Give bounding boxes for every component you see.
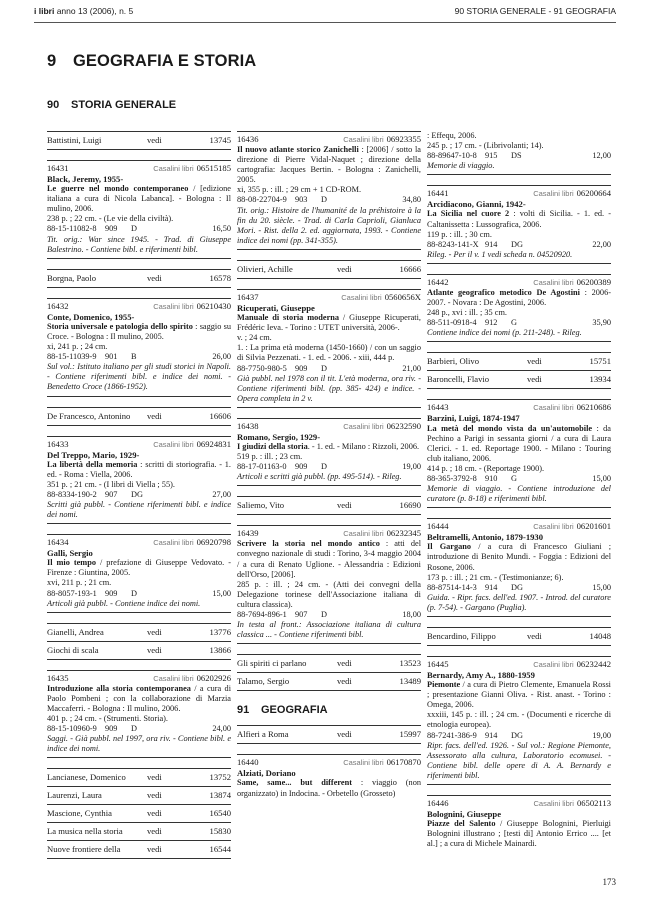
entry-number: 16441 [427,188,449,199]
catalog-entry: 16440 Casalini libri 06170870 Alziati, Doriano Same, same... but different : viaggio (non organizzato) in Indocina. - Orbetello (Grosseto) [237,754,421,801]
entry-number: 16433 [47,438,69,449]
entry-author: Bernardy, Amy A., 1880-1959 [427,670,535,680]
entry-code: 06200389 [576,276,611,287]
entry-isbn-line: 88-8334-190-2 907 DG 27,00 [47,489,231,499]
catalog-entry: 16445 Casalini libri 06232442 Bernardy, Amy A., 1880-1959 Piemonte / a cura di Pietro Clemente, Emanuela Rossi ; presentazione Gianni Oliva. - Rist. anast. - Torino : Omega, 2006. xxxiii, 145 p. : ill. ; 24 cm. - (Documenti e ricerche di etnologia europea). 88-7241-386-9 914 DG 19,00 Ripr. facs. dell'ed. 1926. - Sul vol.: Regione Piemonte, Assessorato alla cultura, Laboratorio ecomusei. - Contiene bibl. delle opere di A. A. Bernardy e riferimenti bibl. [427,656,611,785]
entry-title: Manuale di storia moderna [237,313,340,323]
entry-title: Piazze del Salento [427,819,496,829]
running-header [34,6,616,20]
cross-reference: Bencardino, Filippo vedi 14048 [427,627,611,646]
entry-title: Storia universale e patologia dello spirito [47,321,193,331]
entry-title: Il Gargano [427,542,472,552]
journal-issue: anno 13 (2006), n. 5 [56,6,134,16]
entry-isbn-line: 88-7241-386-9 914 DG 19,00 [427,730,611,740]
entry-note: Ripr. facs. dell'ed. 1926. - Sul vol.: Regione Piemonte, Assessorato alla cultura, Laboratorio ecomusei. - Contiene bibl. delle opere di A. A. Bernardy e riferimenti bibl. [427,740,611,780]
entry-isbn-line: 88-87514-14-3 914 DG 15,00 [427,582,611,592]
cross-reference: Barbieri, Olivo vedi 15751 [427,352,611,370]
cross-reference: Gli spiriti ci parlano vedi 13523 [237,654,421,672]
cross-reference: Talamo, Sergio vedi 13489 [237,672,421,691]
entry-code: 06232345 [386,528,421,539]
entry-title: I giudizi della storia [237,441,308,451]
entry-title: Atlante geografico metodico De Agostini [427,287,580,297]
catalog-entry: 16443 Casalini libri 06210686 Barzini, Luigi, 1874-1947 La metà del mondo vista da un'automobile : da Pechino a Parigi in sessanta giorni / a cura di Laura Clerici. - 1. ed. Reportage 1900. - Milano : Touring club italiano, 2006. 414 p. ; 18 cm. - (Reportage 1900). 88-365-3792-8 910 G 15,00 Memorie di viaggio. - Contiene introduzione del curatore (p. 8-18) e riferimenti bibl. [427,399,611,508]
entry-title: Il mio tempo [47,558,96,568]
cross-reference: De Francesco, Antonino vedi 16606 [47,407,231,426]
entry-note: Saggi. - Già pubbl. nel 1997, ora riv. - Contiene bibl. e indice dei nomi. [47,734,231,754]
catalog-entry: 16441 Casalini libri 06200664 Arcidiacono, Gianni, 1942- La Sicilia nel cuore 2 : volti di Sicilia. - 1. ed. - Caltanissetta : Lussografica, 2006. 119 p. : ill. ; 30 cm. 88-8243-141-X 914 DG 22,00 Rileg. - Per il v. 1 vedi scheda n. 04520920. [427,185,611,264]
entry-author: Alziati, Doriano [237,768,296,779]
entry-isbn-line: 88-15-11082-8 909 D 16,50 [47,224,231,234]
entry-code: 06515185 [196,163,231,173]
section-heading-91: 91 GEOGRAFIA [237,704,328,717]
entry-code: 06924831 [196,438,231,449]
entry-note: In testa al front.: Associazione italiana di cultura classica ... - Contiene riferimenti bibl. [237,620,421,640]
cross-reference: Laurenzi, Laura vedi 13874 [47,786,231,804]
entry-isbn-line: 88-511-0918-4 912 G 35,90 [427,318,611,328]
entry-number: 16431 [47,163,69,173]
entry-note: Già pubbl. nel 1978 con il tit. L'età moderna, ora riv. - Contiene riferimenti bibl. (pp. 385- 424) e indice. - Opera completa in 2 v. [237,373,421,403]
entry-code: 06232442 [576,659,611,669]
header-rule [34,22,616,23]
page-number: 173 [602,877,616,887]
entry-code: 06210430 [196,300,231,311]
catalog-entry: 16444 Casalini libri 06201601 Beltramelli, Antonio, 1879-1930 Il Gargano / a cura di Francesco Giuliani ; introduzione di Benito Mundi. - Foggia : Edizioni del Rosone, 2006. 173 p. : ill. ; 21 cm. - (Testimonianze; 6). 88-87514-14-3 914 DG 15,00 Guida. - Ripr. facs. dell'ed. 1907. - Introd. del curatore (p. 7-54). - Gargano (Puglia). [427,518,611,617]
entry-author: Conte, Domenico, 1955- [47,311,135,322]
entry-author: Black, Jeremy, 1955- [47,174,124,184]
entry-isbn-line: 88-7750-980-5 909 D 21,00 [237,363,421,373]
entry-note: Memorie di viaggio. - Contiene introduzione del curatore (p. 8-18) e riferimenti bibl. [427,484,611,504]
entry-code: 06200664 [576,188,611,199]
cross-reference: Saliemo, Vito vedi 16690 [237,496,421,515]
entry-note: Articoli e scritti già pubbl. (pp. 495-514). - Rileg. [237,472,402,482]
cross-reference: La musica nella storia vedi 15830 [47,822,231,840]
catalog-entry: 16446 Casalini libri 06502113 Bolognini, Giuseppe Piazze del Salento / Giuseppe Bolognini, Pierluigi Bolognini illustrano ; [testi di] Antonio Errico .... [et al.] ; a cura di Michele Mainardi. [427,795,611,852]
catalog-entry: 16439 Casalini libri 06232345 Scrivere la storia nel mondo antico : atti del convegno nazionale di studi : Torino, 3-4 maggio 2004 / a cura di Renato Uglione. - Alessandria : Edizioni dell'Orso, [2006]. 285 p. : ill. ; 24 cm. - (Atti dei convegni della Delegazione torinese dell'Associazione italiana di cultura classica). 88-7694-896-1 907 D 18,00 In testa al front.: Associazione italiana di cultura classica ... - Contiene riferimenti bibl. [237,525,421,644]
entry-note: Scritti già pubbl. - Contiene riferimenti bibl. e indice dei nomi. [47,499,231,520]
entry-isbn-line: 88-365-3792-8 910 G 15,00 [427,473,611,483]
section-number: 90 [47,99,60,111]
entry-author: Barzini, Luigi, 1874-1947 [427,413,520,424]
entry-note: Contiene indice dei nomi (p. 211-248). - Rileg. [427,328,582,338]
entry-author: Arcidiacono, Gianni, 1942- [427,199,526,210]
entry-number: 16444 [427,521,449,532]
entry-code: 06923355 [386,134,421,144]
entry-note: Articoli già pubbl. - Contiene indice dei nomi. [47,598,201,608]
entry-number: 16445 [427,659,449,669]
column-3 [427,131,611,852]
entry-code: 0560656X [384,291,421,302]
catalog-entry: 16435 Casalini libri 06202926 Introduzione alla storia contemporanea / a cura di Paolo Pombeni ; con la collaborazione di Marzia Maccaferri. - Bologna : Il mulino, 2006. 401 p. ; 24 cm. - (Strumenti. Storia). 88-15-10960-9 909 D 24,00 Saggi. - Già pubbl. nel 1997, ora riv. - Contiene bibl. e indice dei nomi. [47,670,231,759]
entry-note: Guida. - Ripr. facs. dell'ed. 1907. - Introd. del curatore (p. 7-54). - Gargano (Puglia). [427,592,611,612]
entry-note: Memorie di viaggio. [427,161,495,171]
section-heading-90 [47,99,176,111]
entry-isbn-line: 88-08-22704-9 903 D 34,80 [237,195,421,205]
entry-author: Bolognini, Giuseppe [427,809,502,820]
catalog-entry: 16434 Casalini libri 06920798 Galli, Sergio Il mio tempo / prefazione di Giuseppe Vedovato. - Firenze : Giuntina, 2005. xvi, 211 p. ; 21 cm. 88-8057-193-1 909 D 15,00 Articoli già pubbl. - Contiene indice dei nomi. [47,534,231,613]
chapter-number: 9 [47,52,57,70]
entry-code: 06232590 [386,420,421,431]
entry-code: 06201601 [576,521,611,532]
entry-isbn-line: 88-7694-896-1 907 D 18,00 [237,610,421,619]
cross-reference: Baroncelli, Flavio vedi 13934 [427,370,611,389]
cross-reference: Olivieri, Achille vedi 16666 [237,260,421,279]
entry-isbn-line: 88-8243-141-X 914 DG 22,00 [427,239,611,249]
entry-code: 06202926 [196,672,231,683]
entry-title: La metà del mondo vista da un'automobile [427,423,593,433]
entry-number: 16443 [427,402,449,413]
entry-author: Del Treppo, Mario, 1929- [47,449,140,460]
cross-reference: Giochi di scala vedi 13866 [47,641,231,660]
catalog-entry: 16436 Casalini libri 06923355 Il nuovo atlante storico Zanichelli : [2006] / sotto la direzione di Pierre Vidal-Naquet ; direzione della cartografia: Jacques Bertin. - Bologna : Zanichelli, 2005. xi, 355 p. : ill. ; 29 cm + 1 CD-ROM. 88-08-22704-9 903 D 34,80 Tit. orig.: Histoire de l'humanité de la préhistoire à la fin du 20. siècle. - Trad. di Carla Caprioli, Gianluca Mori. - Rist. della 2. ed. aggiornata, 1993. - Contiene indice dei nomi (pp. 341-355). [237,131,421,250]
catalog-entry-continued: : Effequ, 2006. 245 p. ; 17 cm. - (Librivolanti; 14). 88-89647-10-8 915 DS 12,00 Memorie di viaggio. [427,131,611,175]
section-name: STORIA GENERALE [71,99,177,111]
entry-number: 16439 [237,528,259,539]
entry-number: 16435 [47,672,69,683]
entry-number: 16438 [237,420,259,431]
header-right: 90 STORIA GENERALE - 91 GEOGRAFIA [454,6,616,16]
catalog-entry: 16438 Casalini libri 06232590 Romano, Sergio, 1929- I giudizi della storia. - 1. ed. - Milano : Rizzoli, 2006. 519 p. : ill. ; 23 cm. 88-17-01163-0 909 D 19,00 Articoli e scritti già pubbl. (pp. 495-514). - Rileg. [237,418,421,486]
entry-number: 16432 [47,300,69,311]
entry-code: 06502113 [576,798,611,809]
column-2 [237,131,421,802]
catalog-entry: 16442 Casalini libri 06200389 Atlante geografico metodico De Agostini : 2006-2007. - Novara : De Agostini, 2006. 248 p., xvi : ill. ; 35 cm. 88-511-0918-4 912 G 35,90 Contiene indice dei nomi (p. 211-248). - Rileg. [427,274,611,342]
catalog-entry: 16437 Casalini libri 0560656X Ricuperati, Giuseppe Manuale di storia moderna / Giuseppe Ricuperati, Frédéric Ieva. - Torino : UTET università, 2006-. v. ; 24 cm. 1. : La prima età moderna (1450-1660) / con un saggio di Silvia Pezzenati. - 1. ed. - 2006. - xiii, 444 p. 88-7750-980-5 909 D 21,00 Già pubbl. nel 1978 con il tit. L'età moderna, ora riv. - Contiene riferimenti bibl. (pp. 385- 424) e indice. - Opera completa in 2 v. [237,289,421,408]
entry-title: Il nuovo atlante storico Zanichelli [237,145,359,154]
entry-author: Galli, Sergio [47,548,93,559]
entry-isbn-line: 88-17-01163-0 909 D 19,00 [237,462,421,472]
entry-number: 16440 [237,757,259,768]
cross-reference: Nuove frontiere della vedi 16544 [47,840,231,859]
entry-title: La libertà della memoria [47,459,138,469]
entry-isbn-line: 88-8057-193-1 909 D 15,00 [47,588,231,598]
entry-note: Rileg. - Per il v. 1 vedi scheda n. 04520920. [427,249,573,259]
cross-reference: Gianelli, Andrea vedi 13776 [47,623,231,641]
column-1 [47,131,231,869]
entry-title: La Sicilia nel cuore 2 [427,209,510,219]
header-left [34,6,133,16]
entry-author: Ricuperati, Giuseppe [237,302,315,313]
entry-title: Introduzione alla storia contemporanea [47,683,191,693]
catalog-entry: 16431 Casalini libri 06515185 Black, Jeremy, 1955- Le guerre nel mondo contemporaneo / [edizione italiana a cura di Nicola Labanca]. - Bologna : Il mulino, 2006. 238 p. ; 22 cm. - (Le vie della civiltà). 88-15-11082-8 909 D 16,50 Tit. orig.: War since 1945. - Trad. di Giuseppe Balestrino. - Contiene bibl. e riferimenti bibl. [47,160,231,259]
entry-code: 06920798 [196,537,231,548]
cross-reference: Battistini, Luigi vedi 13745 [47,131,231,150]
chapter-name: GEOGRAFIA E STORIA [73,52,257,70]
entry-title: Scrivere la storia nel mondo antico [237,539,380,549]
entry-isbn-line: 88-15-11039-9 901 B 26,00 [47,352,231,362]
journal-name: i libri [34,6,55,16]
entry-author: Romano, Sergio, 1929- [237,431,321,442]
entry-title: Le guerre nel mondo contemporaneo [47,184,189,194]
entry-number: 16434 [47,537,69,548]
entry-number: 16437 [237,291,259,302]
entry-title: Piemonte [427,680,461,690]
cross-reference: Borgna, Paolo vedi 16578 [47,269,231,288]
entry-author: Beltramelli, Antonio, 1879-1930 [427,532,544,543]
entry-note: Tit. orig.: War since 1945. - Trad. di Giuseppe Balestrino. - Contiene bibl. e riferimenti bibl. [47,234,231,254]
catalog-entry: 16432 Casalini libri 06210430 Conte, Domenico, 1955- Storia universale e patologia dello spirito : saggio su Croce. - Bologna : Il mulino, 2005. xi, 241 p. ; 24 cm. 88-15-11039-9 901 B 26,00 Sul vol.: Istituto italiano per gli studi storici in Napoli. - Contiene riferimenti bibl. e indice dei nomi. - Benedetto Croce (1866-1952). [47,298,231,397]
cross-reference: Alfieri a Roma vedi 15997 [237,725,421,744]
chapter-title [47,52,256,71]
entry-title: Same, same... but different [237,778,352,788]
cross-reference: Lancianese, Domenico vedi 13752 [47,768,231,786]
entry-number: 16446 [427,798,449,809]
entry-isbn-line: 88-15-10960-9 909 D 24,00 [47,724,231,734]
entry-note: Tit. orig.: Histoire de l'humanité de la préhistoire à la fin du 20. siècle. - Trad. di Carla Caprioli, Gianluca Mori. - Rist. della 2. ed. aggiornata, 1993. - Contiene indice dei nomi (pp. 341-355). [237,205,421,245]
entry-number: 16436 [237,134,259,144]
catalog-entry: 16433 Casalini libri 06924831 Del Treppo, Mario, 1929- La libertà della memoria : scritti di storiografia. - 1. ed. - Roma : Viella, 2006. 351 p. ; 21 cm. - (I libri di Viella ; 55). 88-8334-190-2 907 DG 27,00 Scritti già pubbl. - Contiene riferimenti bibl. e indice dei nomi. [47,436,231,525]
entry-code: 06170870 [386,757,421,768]
entry-number: 16442 [427,276,449,287]
entry-note: Sul vol.: Istituto italiano per gli studi storici in Napoli. - Contiene riferimenti bibl. e indice dei nomi. - Benedetto Croce (1866-1952). [47,362,231,392]
entry-isbn-line: 88-89647-10-8 915 DS 12,00 [427,151,611,161]
cross-reference: Mascione, Cynthia vedi 16540 [47,804,231,822]
entry-code: 06210686 [576,402,611,413]
